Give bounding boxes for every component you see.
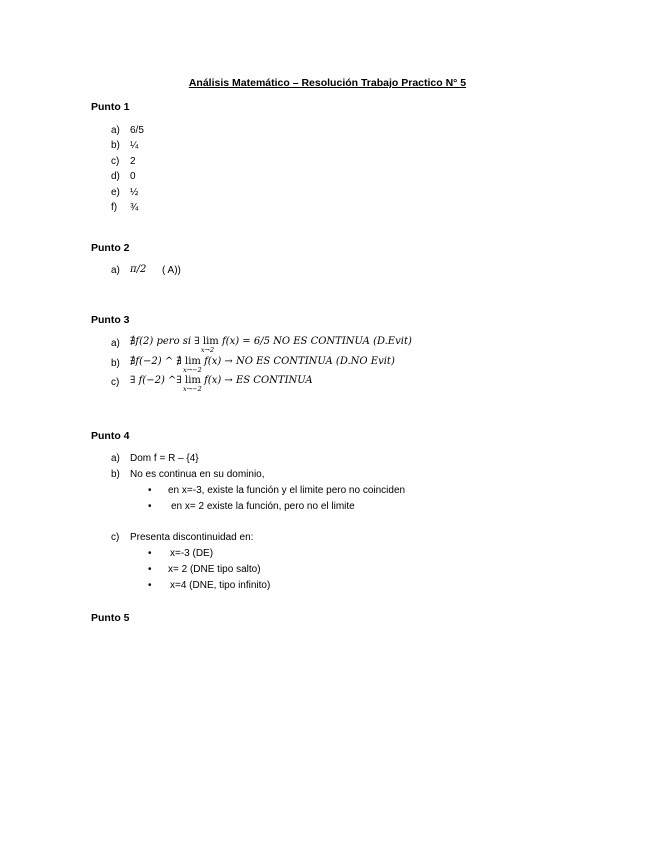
punto1-label-d: d) — [111, 171, 120, 182]
punto4-c-bullet-2: x= 2 (DNE tipo salto) — [168, 564, 261, 575]
punto4-label-b: b) — [111, 469, 120, 480]
lim-sub-c: x→−2 — [183, 385, 202, 393]
lim-text-a: lim — [202, 336, 219, 347]
punto4-label-a: a) — [111, 453, 120, 464]
punto3-label-a: a) — [111, 338, 120, 349]
limit-c — [183, 375, 202, 393]
punto3-label-b: b) — [111, 358, 120, 369]
punto3-label-c: c) — [111, 377, 120, 388]
punto1-heading: Punto 1 — [91, 101, 130, 113]
bullet-icon: • — [148, 501, 152, 512]
bullet-icon: • — [148, 548, 152, 559]
punto2-value-a: π/2 — [130, 264, 147, 275]
document-title: Análisis Matemático – Resolución Trabajo Practico N° 5 — [188, 77, 467, 89]
punto5-heading: Punto 5 — [91, 612, 130, 624]
punto2-heading: Punto 2 — [91, 242, 130, 254]
punto1-value-e: ½ — [130, 187, 139, 198]
punto4-text-b: No es continua en su dominio, — [130, 469, 265, 480]
lim-text-b: lim — [185, 356, 201, 367]
lim-sub-a: x→2 — [200, 346, 215, 354]
punto1-value-d: 0 — [130, 171, 136, 182]
punto1-label-e: e) — [111, 187, 120, 198]
punto4-c-bullet-1: x=-3 (DE) — [170, 548, 214, 559]
punto4-b-bullet-1: en x=-3, existe la función y el limite pero no coinciden — [168, 485, 406, 496]
punto3-expr-a — [130, 336, 412, 354]
punto3-heading: Punto 3 — [91, 314, 130, 326]
bullet-icon: • — [148, 485, 152, 496]
punto3-post-a: f(x) = 6/5 NO ES CONTINUA (D.Evit) — [221, 336, 412, 347]
punto3-expr-b — [130, 356, 395, 374]
bullet-icon: • — [148, 564, 152, 575]
limit-a — [200, 336, 219, 354]
limit-b — [183, 356, 202, 374]
punto3-pre-a: ∄f(2) pero si ∃ — [130, 336, 203, 347]
punto1-value-f: ¾ — [130, 202, 139, 213]
lim-sub-b: x→−2 — [183, 366, 202, 374]
punto1-label-b: b) — [111, 140, 120, 151]
punto1-label-c: c) — [111, 156, 120, 167]
punto2-note-a: ( A)) — [162, 265, 181, 276]
punto4-c-bullet-3: x=4 (DNE, tipo infinito) — [170, 580, 271, 591]
punto1-label-f: f) — [111, 202, 118, 213]
punto1-label-a: a) — [111, 125, 120, 136]
punto4-text-a: Dom f = R – {4} — [130, 453, 199, 464]
bullet-icon: • — [148, 580, 152, 591]
punto3-pre-b: ∄f(−2) ^ ∄ — [130, 356, 186, 367]
punto3-post-b: f(x) → NO ES CONTINUA (D.NO Evit) — [204, 356, 395, 367]
punto1-value-c: 2 — [130, 156, 136, 167]
lim-text-c: lim — [185, 375, 201, 386]
punto2-label-a: a) — [111, 265, 120, 276]
punto3-expr-c — [130, 375, 313, 393]
punto4-heading: Punto 4 — [91, 430, 130, 442]
punto1-value-a: 6/5 — [130, 125, 144, 136]
punto1-value-b: ¼ — [130, 140, 139, 151]
punto4-b-bullet-2: en x= 2 existe la función, pero no el limite — [171, 501, 355, 512]
punto4-text-c: Presenta discontinuidad en: — [130, 532, 254, 543]
punto4-label-c: c) — [111, 532, 120, 543]
punto3-post-c: f(x) → ES CONTINUA — [204, 375, 313, 386]
punto3-pre-c: ∃ f(−2) ^∃ — [130, 375, 186, 386]
